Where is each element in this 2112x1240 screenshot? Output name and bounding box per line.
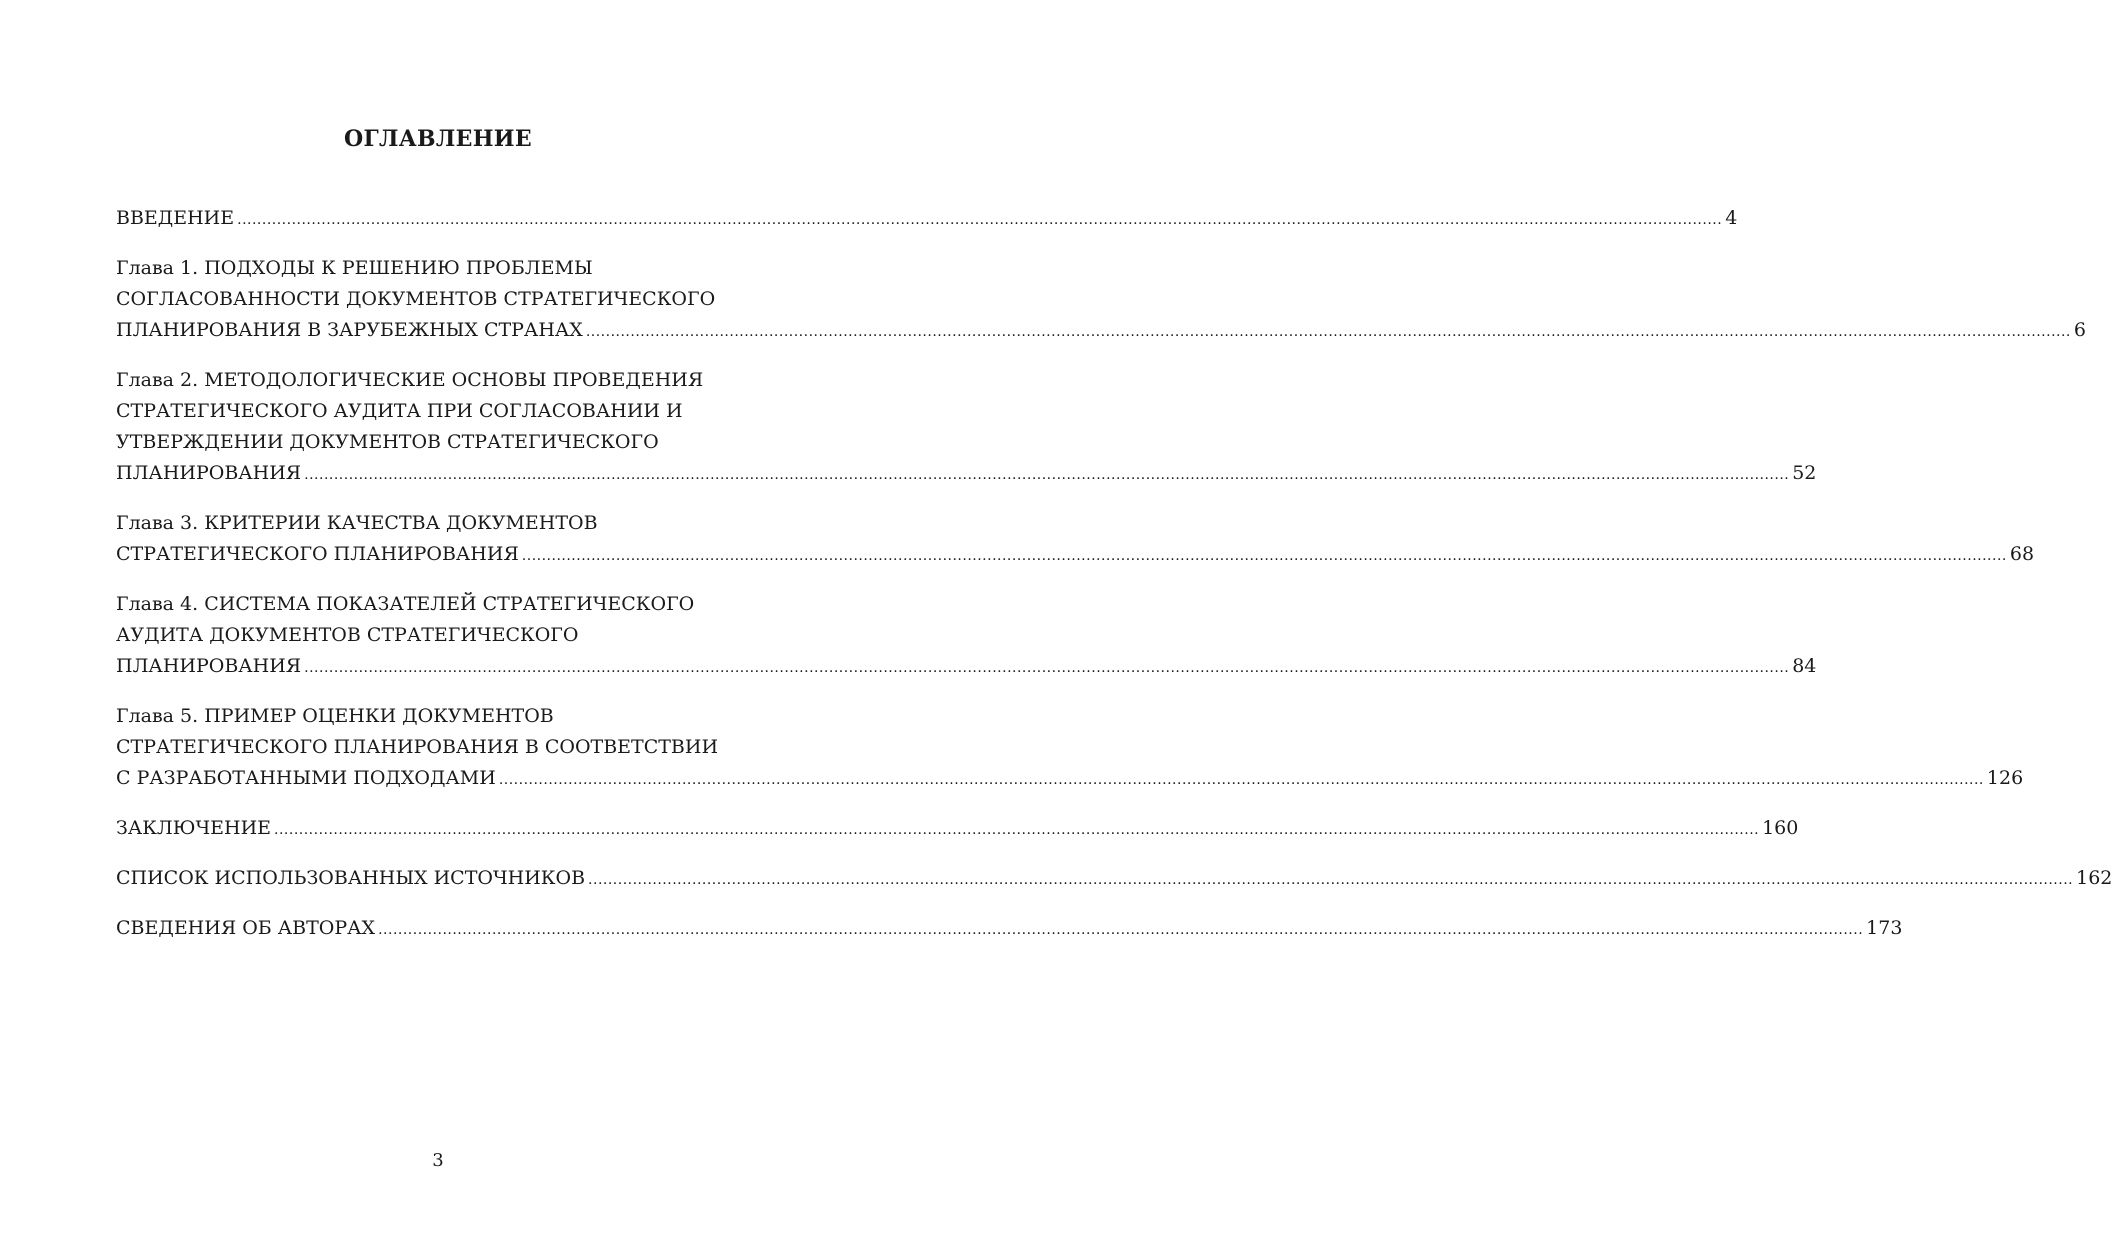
toc-entry-last-line xyxy=(116,458,1817,491)
toc-entry-title: ЗАКЛЮЧЕНИЕ xyxy=(116,817,272,839)
toc-entry xyxy=(116,203,1738,236)
dot-leader: ............................................................................................................................................................................................................................................................................................................ xyxy=(585,324,2071,340)
toc-entry-title: ПЛАНИРОВАНИЯ xyxy=(116,462,302,484)
toc-entry-line: СОГЛАСОВАННОСТИ ДОКУМЕНТОВ СТРАТЕГИЧЕСКОГО xyxy=(116,288,716,310)
toc-entry-line: СТРАТЕГИЧЕСКОГО АУДИТА ПРИ СОГЛАСОВАНИИ И xyxy=(116,400,683,422)
toc-entry-last-line xyxy=(116,813,1799,846)
toc-entry-page: 52 xyxy=(1792,462,1817,484)
toc-entry-line: Глава 2. МЕТОДОЛОГИЧЕСКИЕ ОСНОВЫ ПРОВЕДЕНИЯ xyxy=(116,369,704,391)
dot-leader: ............................................................................................................................................................................................................................................................................................................ xyxy=(304,660,1790,676)
dot-leader: ............................................................................................................................................................................................................................................................................................................ xyxy=(237,212,1723,228)
dot-leader: ............................................................................................................................................................................................................................................................................................................ xyxy=(378,922,1864,938)
dot-leader: ............................................................................................................................................................................................................................................................................................................ xyxy=(588,872,2074,888)
toc-entry-line: СТРАТЕГИЧЕСКОГО ПЛАНИРОВАНИЯ В СООТВЕТСТВИИ xyxy=(116,736,719,758)
toc-entry-page: 162 xyxy=(2076,867,2112,889)
toc-entry-page: 84 xyxy=(1792,655,1817,677)
toc-entry-last-line xyxy=(116,763,2024,796)
toc-entry-title: СВЕДЕНИЯ ОБ АВТОРАХ xyxy=(116,917,376,939)
toc-entry xyxy=(116,508,2035,572)
toc-entry-page: 68 xyxy=(2009,543,2035,565)
toc-entry-page: 6 xyxy=(2073,319,2086,341)
toc-entry-last-line xyxy=(116,863,2112,896)
toc-entry-line: Глава 1. ПОДХОДЫ К РЕШЕНИЮ ПРОБЛЕМЫ xyxy=(116,257,593,279)
toc-entry xyxy=(116,863,2112,896)
toc-entry xyxy=(116,589,1817,684)
toc-entry-last-line xyxy=(116,913,1903,946)
table-of-contents xyxy=(116,203,2112,963)
toc-entry-line: АУДИТА ДОКУМЕНТОВ СТРАТЕГИЧЕСКОГО xyxy=(116,624,579,646)
toc-entry xyxy=(116,913,1903,946)
toc-entry-last-line xyxy=(116,203,1738,236)
toc-entry-last-line xyxy=(116,651,1817,684)
toc-entry-page: 4 xyxy=(1725,207,1738,229)
toc-entry-title: ВВЕДЕНИЕ xyxy=(116,207,235,229)
toc-entry-last-line xyxy=(116,315,2086,348)
toc-entry-title: СПИСОК ИСПОЛЬЗОВАННЫХ ИСТОЧНИКОВ xyxy=(116,867,586,889)
page-number: 3 xyxy=(432,1150,444,1171)
toc-entry-page: 173 xyxy=(1866,917,1903,939)
toc-entry-line: УТВЕРЖДЕНИИ ДОКУМЕНТОВ СТРАТЕГИЧЕСКОГО xyxy=(116,431,659,453)
toc-entry-line: Глава 4. СИСТЕМА ПОКАЗАТЕЛЕЙ СТРАТЕГИЧЕСКОГО xyxy=(116,593,695,615)
dot-leader: ............................................................................................................................................................................................................................................................................................................ xyxy=(274,822,1760,838)
toc-entry-last-line xyxy=(116,539,2035,572)
toc-entry xyxy=(116,365,1817,491)
toc-entry xyxy=(116,701,2024,796)
toc-entry xyxy=(116,813,1799,846)
toc-entry-line: Глава 5. ПРИМЕР ОЦЕНКИ ДОКУМЕНТОВ xyxy=(116,705,554,727)
toc-entry-line: Глава 3. КРИТЕРИИ КАЧЕСТВА ДОКУМЕНТОВ xyxy=(116,512,598,534)
dot-leader: ............................................................................................................................................................................................................................................................................................................ xyxy=(304,467,1790,483)
toc-entry-title: СТРАТЕГИЧЕСКОГО ПЛАНИРОВАНИЯ xyxy=(116,543,519,565)
toc-entry-page: 126 xyxy=(1986,767,2024,789)
dot-leader: ............................................................................................................................................................................................................................................................................................................ xyxy=(498,772,1984,788)
toc-entry-page: 160 xyxy=(1762,817,1799,839)
dot-leader: ............................................................................................................................................................................................................................................................................................................ xyxy=(521,548,2007,564)
toc-entry xyxy=(116,253,2086,348)
toc-title: ОГЛАВЛЕНИЕ xyxy=(344,126,532,152)
toc-entry-title: С РАЗРАБОТАННЫМИ ПОДХОДАМИ xyxy=(116,767,496,789)
toc-entry-title: ПЛАНИРОВАНИЯ В ЗАРУБЕЖНЫХ СТРАНАХ xyxy=(116,319,583,341)
toc-entry-title: ПЛАНИРОВАНИЯ xyxy=(116,655,302,677)
